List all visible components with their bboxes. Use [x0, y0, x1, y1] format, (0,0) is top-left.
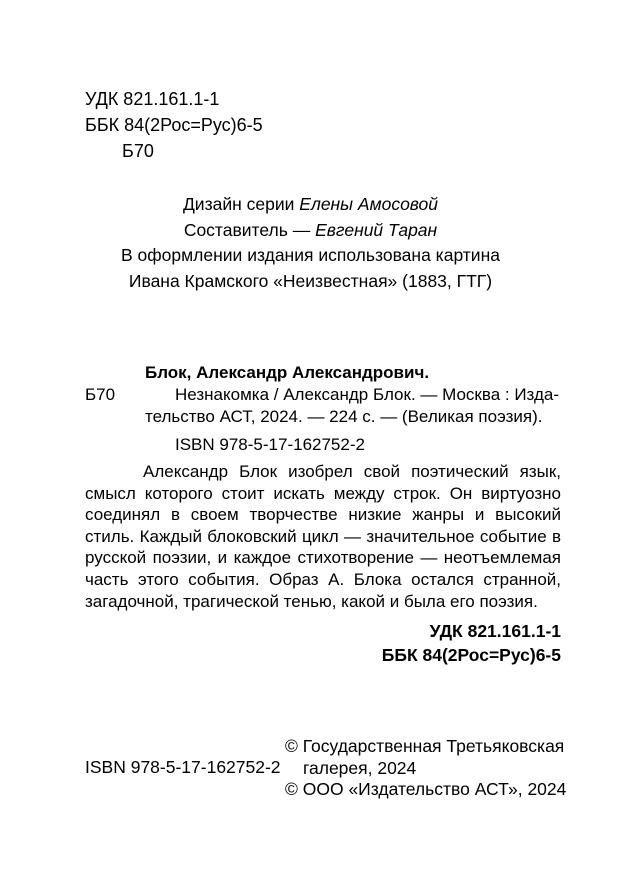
catalog-author-heading: Блок, Александр Александрович. — [145, 363, 430, 382]
book-annotation: Александр Блок изобрел свой поэтический язык, смысл которого стоит искать между строк. Он виртуозно соединял в своем творчестве низкие жанры и высокий стиль. Каждый блоковский цикл — значительное событие в русской поэзии, и каждое стихотворение — неотъемлемая часть этого события. Образ А. Блока остался странной, загадочной, трагической тенью, какой и была его поэзия. — [85, 462, 561, 611]
copyright-publisher: © ООО «Издательство АСТ», 2024 — [285, 779, 567, 799]
bibliographic-description — [85, 384, 561, 428]
catalog-entry — [85, 362, 561, 667]
credits-block — [0, 192, 621, 294]
author-sign-code-top: Б70 — [122, 141, 154, 161]
bbk-code-top: ББК 84(2Рос=Рус)6-5 — [85, 115, 263, 135]
bib-description-line2: тельство АСТ, 2024. — 224 с. — (Великая поэзия). — [145, 407, 543, 426]
copyright-block — [285, 736, 566, 801]
top-classification-codes — [85, 86, 263, 164]
isbn-catalog: ISBN 978-5-17-162752-2 — [175, 435, 365, 454]
bib-description-line1: Незнакомка / Александр Блок. — Москва : Изда- — [175, 385, 560, 404]
author-sign-code-catalog: Б70 — [85, 385, 116, 404]
series-design-credit — [0, 192, 621, 218]
isbn-footer: ISBN 978-5-17-162752-2 — [85, 757, 281, 777]
series-designer-name: Елены Амосовой — [299, 194, 439, 214]
udk-code-top: УДК 821.161.1-1 — [85, 89, 220, 109]
artwork-credit-line1: В оформлении издания использована картина — [121, 245, 500, 265]
artwork-credit-line2: Ивана Крамского «Неизвестная» (1883, ГТГ) — [128, 270, 493, 291]
bbk-code-right: ББК 84(2Рос=Рус)6-5 — [381, 644, 561, 665]
compiler-name: Евгений Таран — [315, 219, 438, 240]
series-design-label: Дизайн серии — [182, 194, 300, 214]
copyright-gallery-line1: © Государственная Третьяковская — [285, 736, 565, 756]
compiler-label: Составитель — — [183, 219, 316, 240]
classification-codes-right — [85, 620, 561, 667]
copyright-gallery-line2: галерея, 2024 — [303, 757, 417, 778]
compiler-credit — [0, 218, 621, 244]
udk-code-right: УДК 821.161.1-1 — [429, 621, 561, 642]
